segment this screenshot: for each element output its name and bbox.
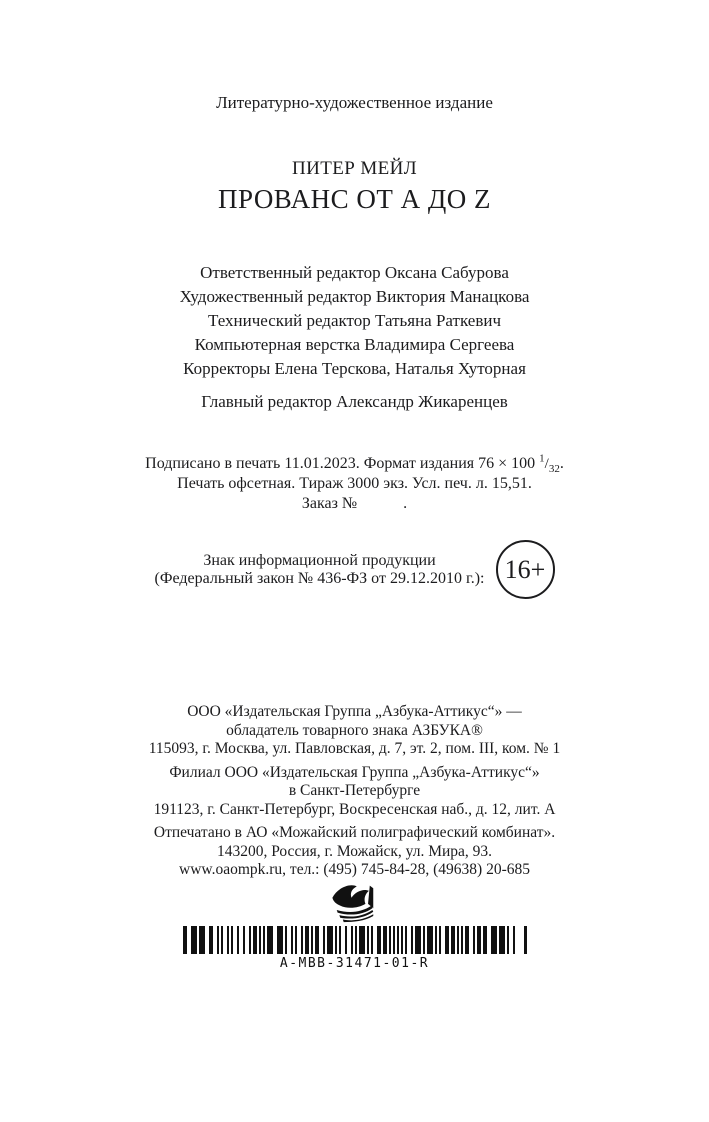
age-rating-badge: 16+ (496, 540, 555, 599)
order-number-line (12, 494, 697, 514)
format-fraction-numerator: 1 (539, 452, 545, 465)
colophon-content (12, 94, 697, 971)
publisher-paragraph (12, 703, 697, 759)
age-rating-row (12, 540, 697, 599)
publisher-line: ООО «Издательская Группа „Азбука-Аттикус“» — (187, 703, 522, 720)
credits-block (12, 261, 697, 381)
barcode (12, 926, 697, 954)
publisher-block (12, 703, 697, 880)
credit-line: Ответственный редактор Оксана Сабурова (200, 263, 509, 282)
chief-editor-line: Главный редактор Александр Жикаренцев (201, 392, 508, 411)
order-label: Заказ № (301, 495, 358, 512)
credit-line: Художественный редактор Виктория Манацкова (179, 287, 530, 306)
credit-line: Корректоры Елена Терскова, Наталья Хуторная (183, 359, 526, 378)
age-rating-label (154, 552, 484, 587)
format-text: Подписано в печать 11.01.2023. Формат издания 76 × 100 (145, 455, 540, 472)
book-author: ПИТЕР МЕЙЛ (291, 158, 418, 179)
credit-line: Компьютерная верстка Владимира Сергеева (194, 335, 515, 354)
edition-note: Литературно-художественное издание (216, 93, 493, 112)
barcode-code: A-MBB-31471-01-R (279, 955, 430, 971)
publisher-line: 191123, г. Санкт-Петербург, Воскресенская наб., д. 12, лит. А (153, 800, 556, 818)
publisher-line: обладатель товарного знака АЗБУКА® (226, 721, 483, 739)
print-info-block (12, 454, 697, 514)
publisher-line: 115093, г. Москва, ул. Павловская, д. 7, эт. 2, пом. III, ком. № 1 (148, 740, 561, 757)
publisher-line: 143200, Россия, г. Можайск, ул. Мира, 93. (216, 842, 493, 860)
print-date-format-line (12, 454, 697, 474)
publisher-line: www.oaompk.ru, тел.: (495) 745-84-28, (49638) 20-685 (179, 861, 530, 878)
publisher-line: в Санкт-Петербурге (288, 782, 421, 799)
publisher-paragraph (12, 824, 697, 880)
publisher-paragraph (12, 764, 697, 820)
publisher-line: Отпечатано в АО «Можайский полиграфический комбинат». (153, 824, 556, 841)
credit-line: Технический редактор Татьяна Раткевич (207, 311, 502, 330)
format-fraction-slash: / (544, 456, 549, 472)
age-rating-label-line2: (Федеральный закон № 436-ФЗ от 29.12.2010 г.): (154, 569, 485, 587)
book-title: ПРОВАНС ОТ А ДО Z (217, 184, 492, 214)
publisher-line: Филиал ООО «Издательская Группа „Азбука-Аттикус“» (169, 763, 540, 781)
format-suffix: . (559, 455, 564, 472)
publisher-logo-icon (12, 883, 697, 923)
age-rating-label-line1: Знак информационной продукции (203, 552, 436, 569)
order-suffix: . (403, 495, 408, 512)
format-fraction-denominator: 32 (548, 463, 560, 476)
print-run-line: Печать офсетная. Тираж 3000 экз. Усл. печ. л. 15,51. (177, 475, 532, 492)
